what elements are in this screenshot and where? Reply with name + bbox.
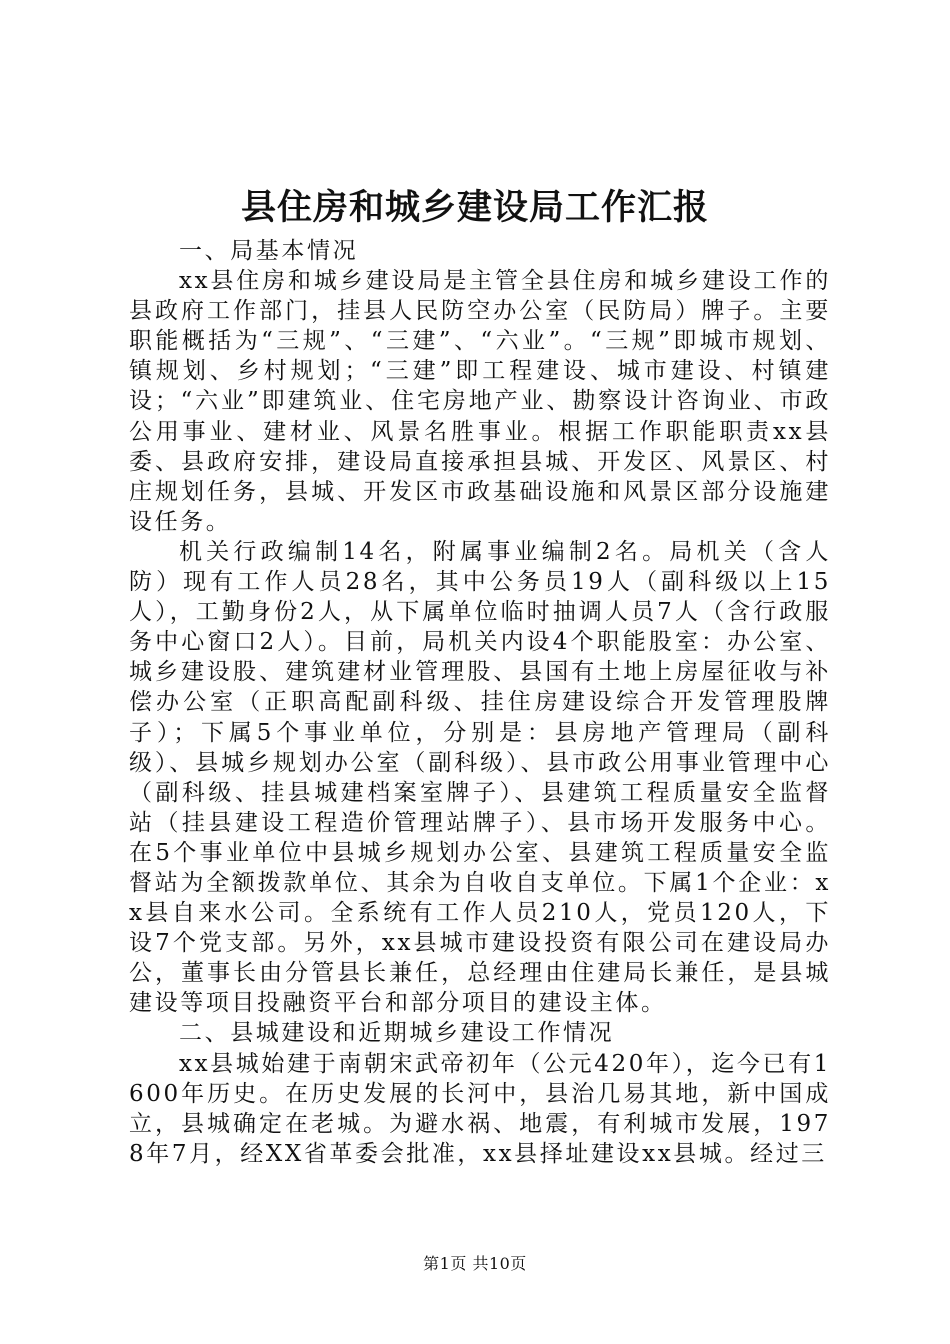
page-footer: 第1页 共10页 — [423, 1254, 527, 1273]
paragraph-staffing: 机关行政编制14名，附属事业编制2名。局机关（含人防）现有工作人员28名，其中公务员19人（副科级以上15人），工勤身份2人，从下属单位临时抽调人员7人（含行政服务中心窗口2人）。目前，局机关内设4个职能股室：办公室、城乡建设股、建筑建材业管理股、县国有土地上房屋征收与补偿办公室（正职高配副科级、挂住房建设综合开发管理股牌子）；下属5个事业单位，分别是：县房地产管理局（副科级）、县城乡规划办公室（副科级）、县市政公用事业管理中心（副科级、挂县城建档案室牌子）、县建筑工程质量安全监督站（挂县建设工程造价管理站牌子）、县市场开发服务中心。在5个事业单位中县城乡规划办公室、县建筑工程质量安全监督站为全额拨款单位、其余为自收自支单位。下属1个企业：xx县自来水公司。全系统有工作人员210人，党员120人，下设7个党支部。另外，xx县城市建设投资有限公司在建设局办公，董事长由分管县长兼任，总经理由住建局长兼任，是县城建设等项目投融资平台和部分项目的建设主体。 — [129, 538, 831, 1017]
paragraph-bureau-duties: xx县住房和城乡建设局是主管全县住房和城乡建设工作的县政府工作部门，挂县人民防空办公室（民防局）牌子。主要职能概括为“三规”、“三建”、“六业”。“三规”即城市规划、镇规划、乡村规划；“三建”即工程建设、城市建设、村镇建设；“六业”即建筑业、住宅房地产业、勘察设计咨询业、市政公用事业、建材业、风景名胜事业。根据工作职能职责xx县委、县政府安排，建设局直接承担县城、开发区、风景区、村庄规划任务，县城、开发区市政基础设施和风景区部分设施建设任务。 — [129, 268, 831, 535]
section-heading-construction: 二、县城建设和近期城乡建设工作情况 — [179, 1020, 615, 1047]
section-heading-basic-info: 一、局基本情况 — [179, 238, 359, 264]
paragraph-county-history: xx县城始建于南朝宋武帝初年（公元420年），迄今已有1600年历史。在历史发展的长河中，县治几易其地，新中国成立，县城确定在老城。为避水祸、地震，有利城市发展，1978年7月，经XX省革委会批准，xx县择址建设xx县城。经过三 — [129, 1050, 831, 1167]
document-title: 县住房和城乡建设局工作汇报 — [240, 187, 709, 228]
document-body — [129, 236, 831, 1169]
